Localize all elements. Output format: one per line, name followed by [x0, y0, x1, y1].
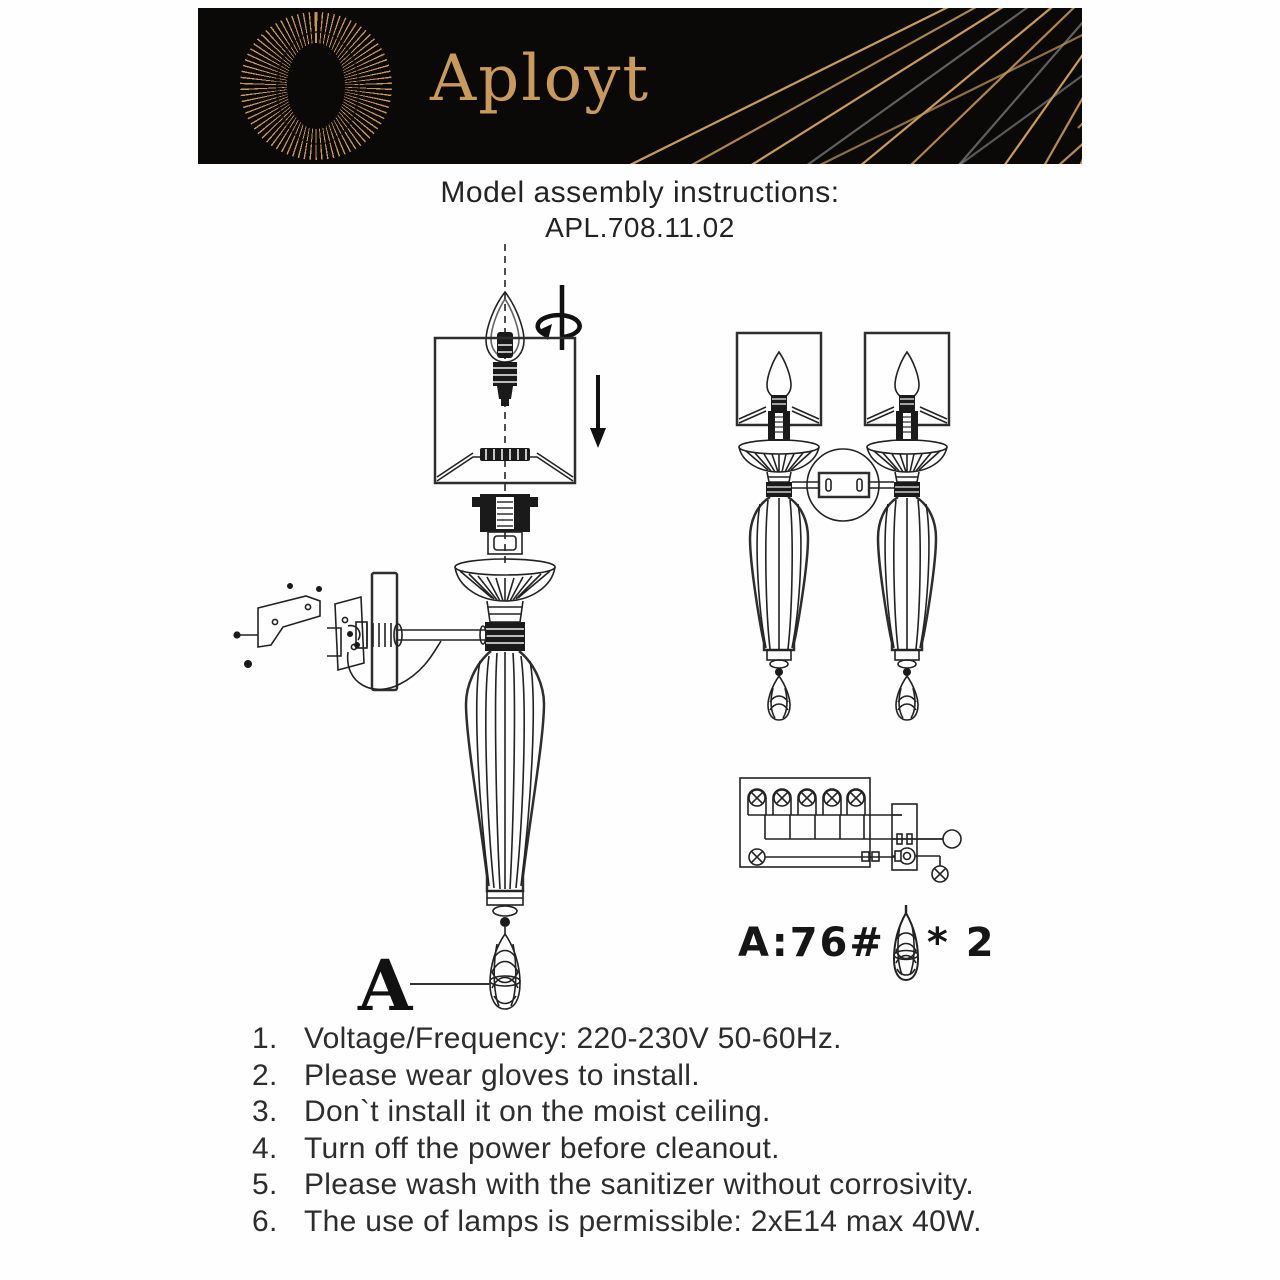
glass-body-drawing [466, 651, 544, 927]
wiring-diagram [733, 768, 977, 900]
wiring-lines [748, 815, 943, 866]
instruction-item [252, 1167, 1082, 1204]
part-a-label: A [358, 944, 413, 1026]
brand-name: Aployt [430, 42, 651, 116]
rotate-arrow-icon [537, 285, 580, 350]
instruction-number: 3. [252, 1095, 278, 1129]
driver-circle [943, 830, 961, 848]
instruction-number: 4. [252, 1131, 278, 1165]
instruction-text: Don`t install it on the moist ceiling. [304, 1095, 771, 1129]
switch-symbol [895, 848, 915, 864]
instruction-text: Please wash with the sanitizer without corrosivity. [304, 1168, 975, 1202]
instruction-item [252, 1094, 1082, 1131]
wall-bracket-drawing [233, 583, 441, 689]
instruction-number: 1. [252, 1022, 278, 1055]
model-number: APL.708.11.02 [545, 212, 735, 243]
instruction-text: Please wear gloves to install. [304, 1058, 700, 1092]
mounting-arm-drawing [356, 622, 486, 648]
instruction-text: Turn off the power before cleanout. [304, 1131, 780, 1165]
instruction-number: 6. [252, 1204, 278, 1238]
bobeche-drawing [455, 559, 555, 651]
instruction-item [252, 1021, 1082, 1058]
exploded-view-diagram [228, 236, 652, 1026]
instruction-item [252, 1131, 1082, 1168]
crystal-note-qty: * 2 [926, 920, 996, 966]
instruction-number: 5. [252, 1168, 278, 1202]
decorative-rays [198, 8, 1082, 164]
lamp-symbols [748, 789, 948, 882]
down-arrow-icon [590, 375, 606, 448]
instruction-list [252, 1021, 1082, 1241]
crystal-note-code: A:76# [738, 920, 885, 966]
instruction-text: Voltage/Frequency: 220-230V 50-60Hz. [304, 1022, 842, 1055]
sconce-left [737, 333, 821, 720]
assembled-view-diagram [698, 298, 998, 728]
part-a-callout [357, 944, 490, 1026]
brand-header [198, 8, 1082, 164]
sconce-right [865, 333, 949, 720]
crystal-icon [891, 903, 921, 983]
crystal-part-note [738, 903, 996, 983]
instruction-text: The use of lamps is permissible: 2xE14 max 40W. [304, 1204, 982, 1238]
instruction-number: 2. [252, 1058, 278, 1092]
instruction-item [252, 1058, 1082, 1095]
crystal-pendant-drawing [490, 927, 520, 1009]
page-title: Model assembly instructions: [440, 176, 840, 209]
instruction-item [252, 1204, 1082, 1241]
